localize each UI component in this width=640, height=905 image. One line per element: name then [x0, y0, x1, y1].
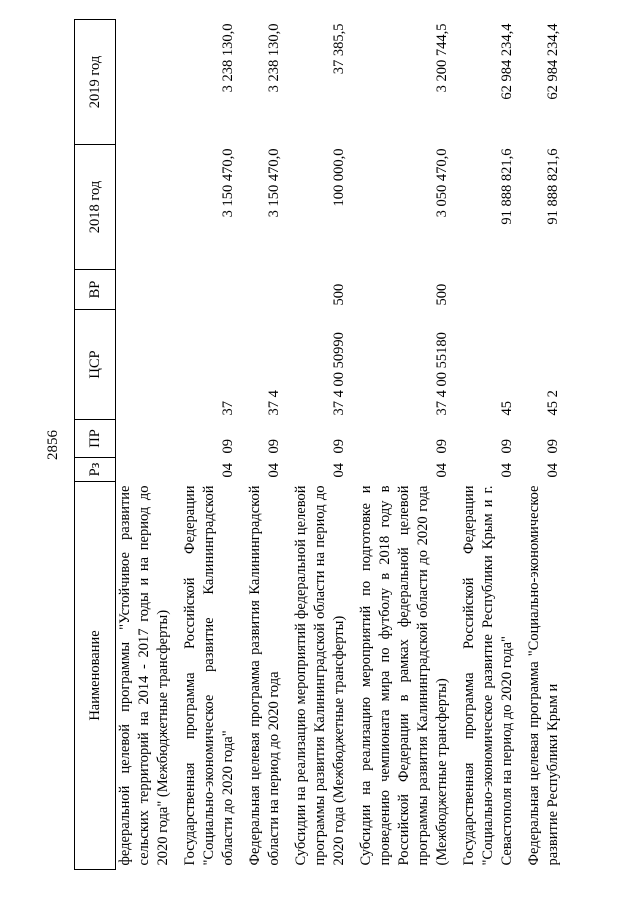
row-name: федеральной целевой программы "Устойчивое развитие сельских территорий на 2014 - 2017 годы и на период до 2020 года" (Межбюджетные трансферты) — [117, 485, 171, 866]
table-row — [460, 20, 525, 870]
row-2018: 91 888 821,6 — [499, 148, 515, 225]
row-name: Государственная программа Российской Федерации "Социально-экономическое развитие Калининградской области до 2020 года" — [182, 485, 236, 866]
table-row — [116, 20, 182, 870]
rotated-page — [45, 20, 635, 870]
row-name: Субсидии на реализацию мероприятий федеральной целевой программы развития Калининградской области на период до 2020 года (Межбюджетные трансферты) — [293, 485, 347, 866]
header-csr: ЦСР — [75, 310, 116, 420]
row-2019: 62 984 234,4 — [499, 23, 515, 100]
header-rz: Рз — [75, 458, 116, 482]
row-csr: 37 4 00 55180 — [434, 332, 450, 416]
table-row — [292, 20, 357, 870]
row-vr — [460, 270, 525, 310]
row-rz: 04 — [331, 463, 347, 478]
row-2019: 3 238 130,0 — [220, 23, 236, 93]
row-csr: 37 4 00 50990 — [331, 332, 347, 416]
row-name: Государственная программа Российской Федерации "Социально-экономическое развитие Республики Крым и г. Севастополя на период до 2020 года" — [461, 485, 515, 866]
row-vr: 500 — [434, 283, 450, 306]
row-pr: 09 — [266, 439, 282, 454]
row-pr: 09 — [331, 439, 347, 454]
row-rz: 04 — [545, 463, 561, 478]
row-name: Федеральная целевая программа "Социально-экономическое развитие Республики Крым и — [526, 485, 561, 866]
header-pr: ПР — [75, 420, 116, 458]
budget-table — [74, 19, 571, 870]
table-row — [181, 20, 246, 870]
header-2018: 2018 год — [75, 145, 116, 270]
row-2018: 3 150 470,0 — [266, 148, 282, 218]
row-2019: 37 385,5 — [331, 23, 347, 75]
row-rz: 04 — [499, 463, 515, 478]
row-2018: 3 050 470,0 — [434, 148, 450, 218]
row-vr — [181, 270, 246, 310]
row-csr — [116, 310, 182, 420]
row-csr: 45 2 — [545, 390, 561, 416]
table-row — [525, 20, 571, 870]
row-pr: 09 — [499, 439, 515, 454]
table-header-row — [75, 20, 116, 870]
row-name: Субсидии на реализацию мероприятий по подготовке и проведению чемпионата мира по футболу в 2018 году в Российской Федерации в рамках федеральной целевой программы развития Калининградской области до 2020 года (Межбюджетные трансферты) — [358, 485, 450, 866]
row-vr — [116, 270, 182, 310]
row-pr: 09 — [220, 439, 236, 454]
row-rz: 04 — [434, 463, 450, 478]
row-vr: 500 — [331, 283, 347, 306]
row-rz: 04 — [266, 463, 282, 478]
row-name: Федеральная целевая программа развития Калининградской области на период до 2020 года — [247, 485, 282, 866]
row-2019: 3 238 130,0 — [266, 23, 282, 93]
page-number: 2856 — [45, 430, 61, 460]
row-rz: 04 — [220, 463, 236, 478]
row-csr: 37 — [220, 401, 236, 416]
row-pr — [116, 420, 182, 458]
row-2019: 62 984 234,4 — [545, 23, 561, 100]
header-2019: 2019 год — [75, 20, 116, 145]
row-2018: 91 888 821,6 — [545, 148, 561, 225]
row-vr — [246, 270, 292, 310]
row-2018 — [116, 145, 182, 270]
header-name: Наименование — [75, 482, 116, 870]
row-2018: 3 150 470,0 — [220, 148, 236, 218]
row-2019: 3 200 744,5 — [434, 23, 450, 93]
row-rz — [116, 458, 182, 482]
table-row — [246, 20, 292, 870]
row-2019 — [116, 20, 182, 145]
row-pr: 09 — [434, 439, 450, 454]
row-csr: 45 — [499, 401, 515, 416]
table-row — [357, 20, 460, 870]
row-pr: 09 — [545, 439, 561, 454]
header-vr: ВР — [75, 270, 116, 310]
row-2018: 100 000,0 — [331, 148, 347, 207]
row-csr: 37 4 — [266, 390, 282, 416]
row-vr — [525, 270, 571, 310]
